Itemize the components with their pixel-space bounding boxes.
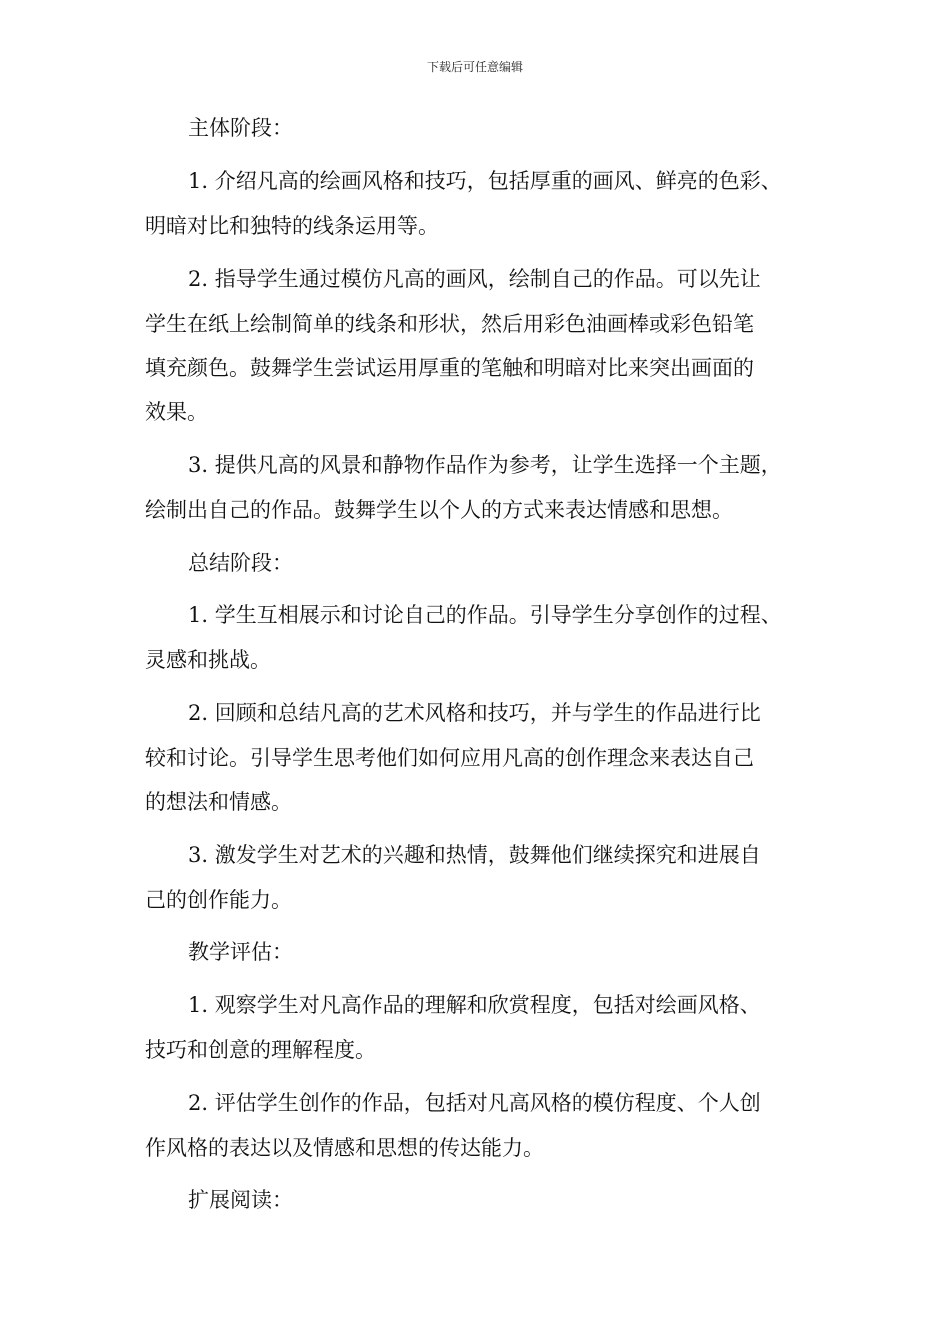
paragraph-line: 绘制出自己的作品。鼓舞学生以个人的方式来表达情感和思想。 (145, 498, 733, 522)
paragraph-line: 1. 学生互相展示和讨论自己的作品。引导学生分享创作的过程、 (188, 603, 782, 627)
paragraph-line: 明暗对比和独特的线条运用等。 (145, 214, 439, 238)
paragraph-line: 2. 指导学生通过模仿凡高的画风，绘制自己的作品。可以先让 (188, 267, 761, 291)
section-heading-summary-stage: 总结阶段： (188, 551, 293, 575)
paragraph-line: 灵感和挑战。 (145, 648, 271, 672)
paragraph-line: 3. 提供凡高的风景和静物作品作为参考，让学生选择一个主题， (188, 453, 782, 477)
paragraph-line: 的想法和情感。 (145, 790, 292, 814)
paragraph-line: 1. 观察学生对凡高作品的理解和欣赏程度，包括对绘画风格、 (188, 993, 761, 1017)
page-header: 下载后可任意编辑 (426, 60, 523, 74)
paragraph-line: 2. 评估学生创作的作品，包括对凡高风格的模仿程度、个人创 (188, 1091, 761, 1115)
section-heading-evaluation: 教学评估： (188, 940, 293, 964)
paragraph-line: 较和讨论。引导学生思考他们如何应用凡高的创作理念来表达自己 (145, 746, 754, 770)
section-heading-main-stage: 主体阶段： (188, 116, 293, 140)
paragraph-line: 3. 激发学生对艺术的兴趣和热情，鼓舞他们继续探究和进展自 (188, 843, 761, 867)
paragraph-line: 填充颜色。鼓舞学生尝试运用厚重的笔触和明暗对比来突出画面的 (145, 356, 754, 380)
paragraph-line: 技巧和创意的理解程度。 (145, 1038, 376, 1062)
paragraph-line: 效果。 (145, 400, 208, 424)
section-heading-extended-reading: 扩展阅读： (188, 1188, 293, 1212)
paragraph-line: 1. 介绍凡高的绘画风格和技巧，包括厚重的画风、鲜亮的色彩、 (188, 169, 782, 193)
paragraph-line: 己的创作能力。 (145, 888, 292, 912)
paragraph-line: 作风格的表达以及情感和思想的传达能力。 (145, 1136, 544, 1160)
paragraph-line: 学生在纸上绘制简单的线条和形状，然后用彩色油画棒或彩色铅笔 (145, 312, 754, 336)
paragraph-line: 2. 回顾和总结凡高的艺术风格和技巧，并与学生的作品进行比 (188, 701, 761, 725)
